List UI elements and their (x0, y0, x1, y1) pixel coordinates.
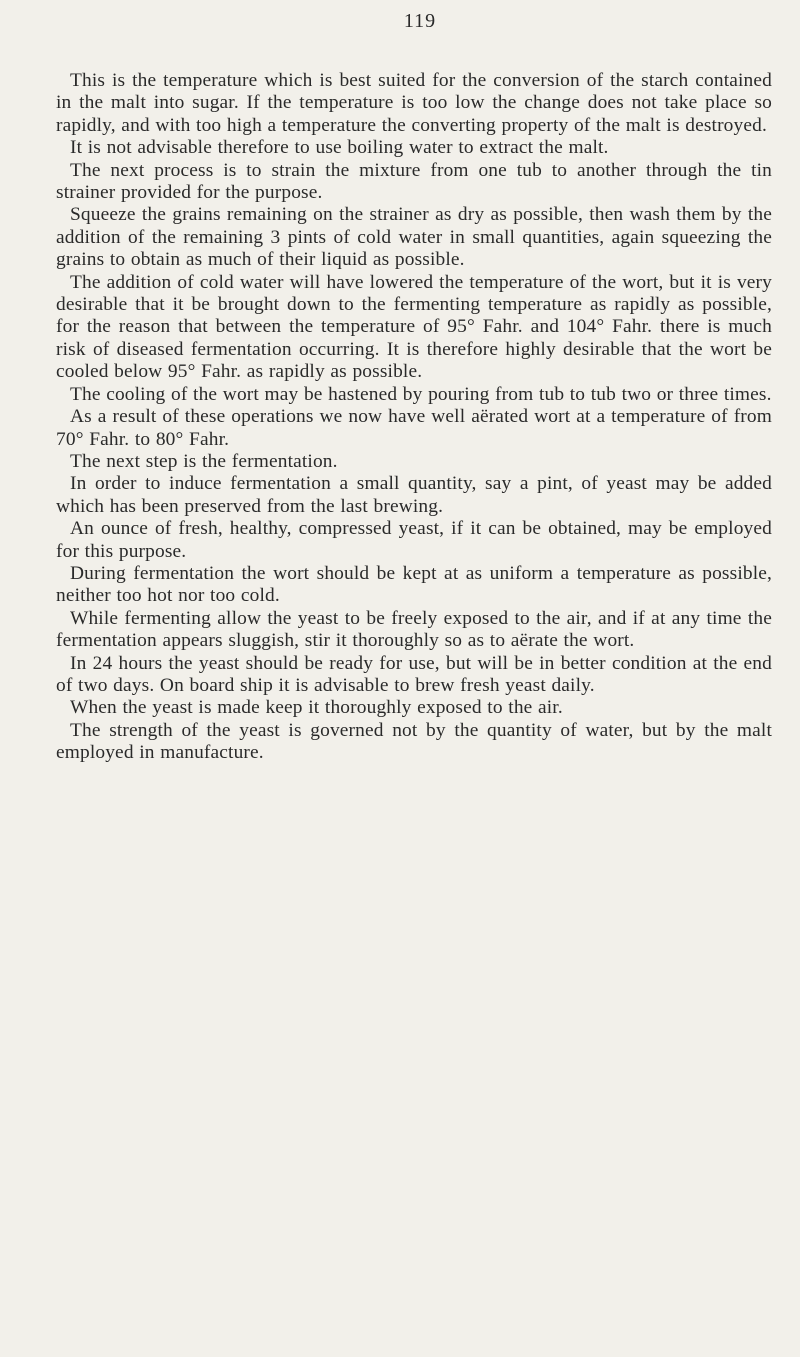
paragraph: When the yeast is made keep it thoroughly exposed to the air. (70, 697, 563, 719)
paragraph: While fermenting allow the yeast to be freely exposed to the air, and if at any time the fermentation appears sluggish, stir it thoroughly so as to aërate the wort. (56, 607, 772, 652)
paragraph: This is the temperature which is best suited for the conversion of the starch contained in the malt into sugar. If the temperature is too low the change does not take place so rapidly, and with too high a temperature the converting property of the malt is destroyed. (56, 70, 772, 136)
paragraph: The next process is to strain the mixture from one tub to another through the tin strainer provided for the purpose. (56, 159, 772, 204)
paragraph: The cooling of the wort may be hastened by pouring from tub to tub two or three times. (70, 383, 772, 405)
paragraph: In order to induce fermentation a small quantity, say a pint, of yeast may be added which has been preserved from the last brewing. (56, 473, 772, 517)
paragraph: Squeeze the grains remaining on the strainer as dry as possible, then wash them by the addition of the remaining 3 pints of cold water in small quantities, again squeezing the grains to obtain as much of their liquid as possible. (56, 204, 772, 271)
paragraph: The strength of the yeast is governed not by the quantity of water, but by the malt employed in manufacture. (56, 719, 772, 764)
paragraph: It is not advisable therefore to use boiling water to extract the malt. (70, 137, 609, 159)
page-body (56, 70, 772, 765)
paragraph: In 24 hours the yeast should be ready for use, but will be in better condition at the end of two days. On board ship it is advisable to brew fresh yeast daily. (56, 652, 772, 696)
paragraph: The addition of cold water will have lowered the temperature of the wort, but it is very desirable that it be brought down to the fermenting temperature as rapidly as possible, for the reason that between the temperature of 95° Fahr. and 104° Fahr. there is much risk of diseased fermentation occurring. It is therefore highly desirable that the wort be cooled below 95° Fahr. as rapidly as possible. (56, 271, 772, 383)
page-number: 119 (403, 10, 437, 32)
paragraph: The next step is the fermentation. (70, 450, 338, 472)
paragraph: An ounce of fresh, healthy, compressed yeast, if it can be obtained, may be employed for this purpose. (56, 518, 772, 562)
paragraph: As a result of these operations we now have well aërated wort at a temperature of from 70° Fahr. to 80° Fahr. (56, 406, 772, 450)
paragraph: During fermentation the wort should be kept at as uniform a temperature as possible, neither too hot nor too cold. (56, 562, 772, 607)
